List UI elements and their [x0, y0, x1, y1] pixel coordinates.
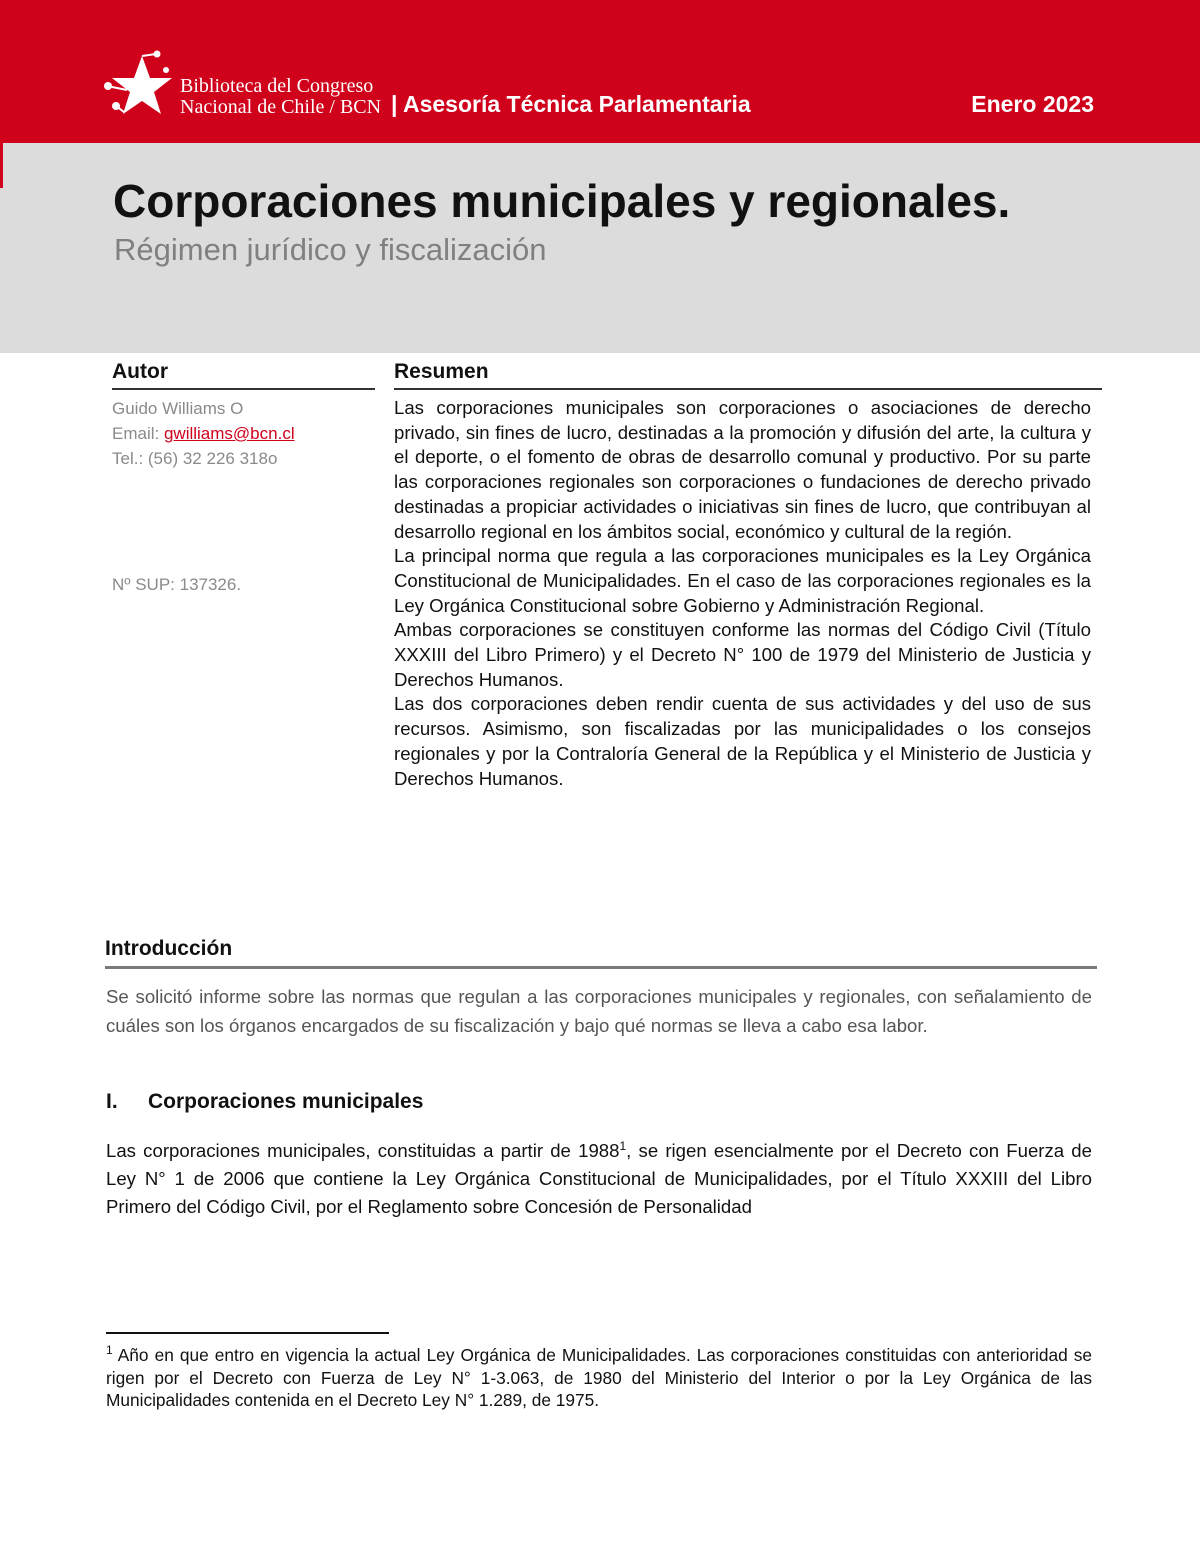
footnote-number: 1	[106, 1343, 113, 1358]
summary-heading: Resumen	[394, 360, 489, 383]
author-block	[112, 396, 374, 471]
body-text-start: Las corporaciones municipales, constituidas a partir de 1988	[106, 1140, 620, 1161]
document-subtitle: Régimen jurídico y fiscalización	[114, 232, 547, 267]
intro-heading: Introducción	[105, 937, 233, 960]
header-bar	[0, 0, 1200, 143]
header-tagline: | Asesoría Técnica Parlamentaria	[391, 91, 751, 117]
header-date: Enero 2023	[971, 91, 1094, 117]
intro-heading-rule	[105, 966, 1097, 969]
email-label: Email:	[112, 424, 164, 443]
logo-line-1: Biblioteca del Congreso	[180, 75, 374, 97]
summary-paragraph: La principal norma que regula a las corporaciones municipales es la Ley Orgánica Constitucional de Municipalidades. En el caso de las corporaciones regionales es la Ley Orgánica Constitucional sobre Gobierno y Administración Regional.	[394, 545, 1091, 616]
sup-number: Nº SUP: 137326.	[112, 575, 242, 594]
author-email-link[interactable]: gwilliams@bcn.cl	[163, 424, 295, 443]
summary-paragraph: Las dos corporaciones deben rendir cuenta de sus actividades y del uso de sus recursos. Asimismo, son fiscalizadas por las municipalidades o los consejos regionales y por la Contraloría General de la República y el Ministerio de Justicia y Derechos Humanos.	[394, 693, 1091, 789]
footnote-separator	[106, 1332, 389, 1334]
summary-text	[394, 396, 1091, 791]
logo-wordmark	[180, 76, 381, 118]
footnote	[106, 1344, 1092, 1412]
section-1-body	[106, 1137, 1092, 1221]
document-title: Corporaciones municipales y regionales.	[113, 175, 1011, 227]
author-phone: Tel.: (56) 32 226 318o	[112, 449, 278, 468]
author-email-line	[112, 421, 374, 446]
footnote-reference[interactable]: 1	[619, 1138, 627, 1153]
summary-paragraph: Las corporaciones municipales son corporaciones o asociaciones de derecho privado, sin fines de lucro, destinadas a la promoción y difusión del arte, la cultura y el deporte, o el fomento de obras de desarrollo comunal y productivo. Por su parte las corporaciones regionales son corporaciones o fundaciones de derecho privado destinadas a propiciar actividades o iniciativas sin fines de lucro, que contribuyan al desarrollo regional en los ámbitos social, económico y cultural de la región.	[394, 397, 1091, 542]
red-accent-notch	[0, 143, 3, 188]
section-1-heading	[106, 1088, 423, 1116]
section-number: I.	[106, 1090, 118, 1113]
bcn-star-logo-icon	[104, 50, 174, 120]
author-heading: Autor	[112, 360, 168, 383]
body-text-end: , se rigen esencialmente por el Decreto con Fuerza de Ley N° 1 de 2006 que contiene la Ley Orgánica Constitucional de Municipalidades, por el Título XXXIII del Libro Primero del Código Civil, por el Reglamento sobre Concesión de Personalidad	[106, 1140, 1092, 1217]
author-name: Guido Williams O	[112, 399, 244, 418]
summary-heading-rule	[394, 388, 1102, 390]
section-title: Corporaciones municipales	[148, 1090, 424, 1113]
intro-text: Se solicitó informe sobre las normas que regulan a las corporaciones municipales y regionales, con señalamiento de cuáles son los órganos encargados de su fiscalización y bajo qué normas se lleva a cabo esa labor.	[106, 986, 1092, 1036]
footnote-text: Año en que entro en vigencia la actual Ley Orgánica de Municipalidades. Las corporaciones constituidas con anterioridad se rigen por el Decreto con Fuerza de Ley N° 1-3.063, de 1980 del Ministerio del Interior o por la Ley Orgánica de las Municipalidades contenida en el Decreto Ley N° 1.289, de 1975.	[106, 1345, 1092, 1410]
logo-line-2: Nacional de Chile / BCN	[180, 96, 382, 118]
summary-paragraph: Ambas corporaciones se constituyen conforme las normas del Código Civil (Título XXXIII del Libro Primero) y el Decreto N° 100 de 1979 del Ministerio de Justicia y Derechos Humanos.	[394, 619, 1091, 690]
author-heading-rule	[112, 388, 375, 390]
